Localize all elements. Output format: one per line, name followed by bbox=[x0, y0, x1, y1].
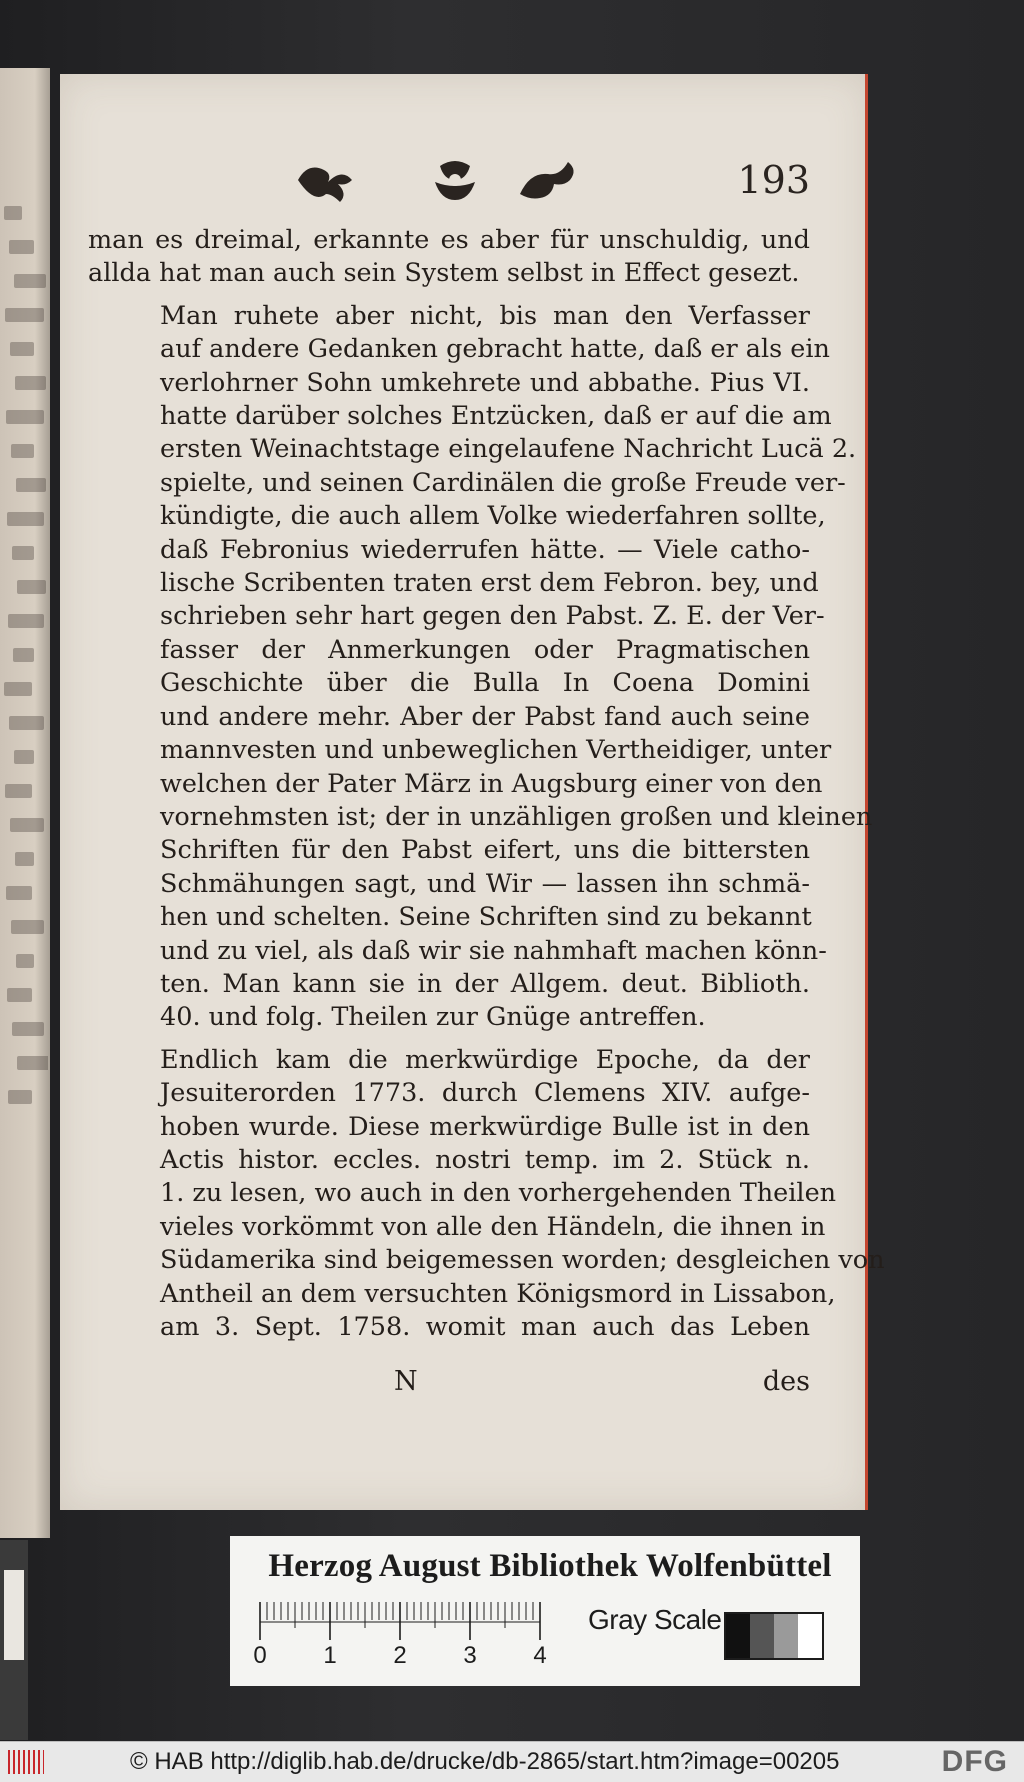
text-line: hen und schelten. Seine Schriften sind zu bekannt bbox=[160, 902, 812, 933]
bleed-through-glyph bbox=[4, 368, 48, 390]
bleed-through-glyph bbox=[4, 878, 48, 900]
text-line: verlohrner Sohn umkehrete und abbathe. Pius VI. bbox=[160, 367, 810, 398]
text-line: Antheil an dem versuchten Königsmord in Lissabon, bbox=[160, 1278, 836, 1309]
color-calibration-card bbox=[230, 1536, 860, 1686]
bleed-through-glyph bbox=[4, 436, 48, 458]
ruler-number: 0 bbox=[253, 1642, 267, 1669]
text-line: Endlich kam die merkwürdige Epoche, da der bbox=[160, 1044, 810, 1075]
bleed-through-glyph bbox=[4, 300, 48, 322]
ruler-number: 1 bbox=[323, 1642, 337, 1669]
text-line: allda hat man auch sein System selbst in Effect gesezt. bbox=[88, 258, 800, 289]
text-line: Schriften für den Pabst eifert, uns die bittersten bbox=[160, 835, 810, 866]
bleed-through-glyph bbox=[4, 742, 48, 764]
text-line: Man ruhete aber nicht, bis man den Verfasser bbox=[160, 300, 810, 331]
page-number: 193 bbox=[737, 158, 810, 202]
stripes-logo-icon bbox=[8, 1750, 44, 1774]
gray-swatch bbox=[750, 1614, 774, 1658]
text-line: daß Febronius wiederrufen hätte. — Viele catho- bbox=[160, 534, 810, 565]
text-line: welchen der Pater März in Augsburg einer von den bbox=[160, 768, 823, 799]
bleed-through-glyph bbox=[4, 810, 48, 832]
bleed-through-glyph bbox=[4, 572, 48, 594]
text-line: spielte, und seinen Cardinälen die große Freude ver- bbox=[160, 467, 846, 498]
text-line: lische Scribenten traten erst dem Febron. bey, und bbox=[160, 568, 819, 599]
text-line: ten. Man kann sie in der Allgem. deut. Biblioth. bbox=[160, 968, 810, 999]
adjacent-page-edge bbox=[0, 68, 50, 1538]
gray-swatch bbox=[774, 1614, 798, 1658]
bleed-through-glyph bbox=[4, 198, 48, 220]
gray-swatch bbox=[798, 1614, 822, 1658]
gray-swatch bbox=[726, 1614, 750, 1658]
bleed-through-glyph bbox=[4, 844, 48, 866]
paragraph bbox=[88, 1044, 885, 1345]
viewer-footer bbox=[0, 1741, 1024, 1782]
bleed-through-glyph bbox=[4, 402, 48, 424]
book-page bbox=[60, 74, 885, 1510]
bleed-through-glyph bbox=[4, 912, 48, 934]
text-line: und zu viel, als daß wir sie nahmhaft machen könn- bbox=[160, 935, 827, 966]
copyright-link[interactable]: © HAB http://diglib.hab.de/drucke/db-2865/start.htm?image=00205 bbox=[130, 1748, 840, 1775]
text-line: man es dreimal, erkannte es aber für unschuldig, und bbox=[88, 225, 810, 255]
bleed-through-glyph bbox=[4, 538, 48, 560]
text-line: ersten Weinachtstage eingelaufene Nachricht Lucä 2. bbox=[160, 434, 857, 465]
adjacent-page-shadow bbox=[0, 1540, 28, 1740]
paragraph bbox=[88, 224, 810, 291]
text-line: mannvesten und unbeweglichen Vertheidiger, unter bbox=[160, 735, 832, 766]
ruler-number: 3 bbox=[463, 1642, 477, 1669]
text-line: 1. zu lesen, wo auch in den vorhergehenden Theilen bbox=[160, 1178, 837, 1209]
text-line: auf andere Gedanken gebracht hatte, daß er als ein bbox=[160, 334, 830, 365]
bleed-through-glyph bbox=[4, 1082, 48, 1104]
text-line: kündigte, die auch allem Volke wiederfahren sollte, bbox=[160, 501, 826, 532]
catchword: des bbox=[762, 1366, 810, 1397]
ruler-number: 2 bbox=[393, 1642, 407, 1669]
page-header bbox=[60, 150, 868, 210]
bleed-through-glyph bbox=[4, 980, 48, 1002]
ruler-number: 4 bbox=[533, 1642, 547, 1669]
bleed-through-glyph bbox=[4, 776, 48, 798]
bleed-through-glyph bbox=[4, 232, 48, 254]
bleed-through-glyph bbox=[4, 470, 48, 492]
page-footer bbox=[88, 1366, 810, 1402]
text-line: Jesuiterorden 1773. durch Clemens XIV. aufge- bbox=[160, 1078, 810, 1109]
paragraph bbox=[88, 300, 873, 1035]
bleed-through-glyph bbox=[4, 1048, 48, 1070]
dfg-logo: DFG bbox=[941, 1745, 1008, 1778]
shelf-label bbox=[4, 1570, 24, 1660]
text-line: vieles vorkömmt von alle den Händeln, die ihnen in bbox=[160, 1211, 826, 1242]
bleed-through-glyph bbox=[4, 1014, 48, 1036]
library-title: Herzog August Bibliothek Wolfenbüttel bbox=[268, 1548, 832, 1584]
floral-ornament-icon bbox=[290, 150, 620, 210]
text-line: Südamerika sind beigemessen worden; desgleichen von bbox=[160, 1245, 885, 1276]
text-line: vornehmsten ist; der in unzähligen großen und kleinen bbox=[160, 801, 873, 832]
text-line: Geschichte über die Bulla In Coena Domini bbox=[160, 668, 810, 699]
text-line: Actis histor. eccles. nostri temp. im 2. Stück n. bbox=[160, 1144, 810, 1175]
bleed-through-glyph bbox=[4, 946, 48, 968]
ruler bbox=[250, 1598, 590, 1670]
text-line: hoben wurde. Diese merkwürdige Bulle ist in den bbox=[160, 1111, 810, 1142]
text-line: und andere mehr. Aber der Pabst fand auch seine bbox=[160, 701, 810, 732]
gray-scale-label: Gray Scale bbox=[588, 1604, 722, 1635]
text-line: fasser der Anmerkungen oder Pragmatischen bbox=[160, 634, 810, 665]
bleed-through-glyph bbox=[4, 266, 48, 288]
text-line: 40. und folg. Theilen zur Gnüge antreffen. bbox=[160, 1002, 706, 1033]
text-line: hatte darüber solches Entzücken, daß er auf die am bbox=[160, 401, 832, 432]
text-line: Schmähungen sagt, und Wir — lassen ihn schmä- bbox=[160, 868, 810, 899]
bleed-through-glyph bbox=[4, 606, 48, 628]
text-line: schrieben sehr hart gegen den Pabst. Z. E. der Ver- bbox=[160, 601, 825, 632]
text-line: am 3. Sept. 1758. womit man auch das Leben bbox=[160, 1312, 810, 1342]
body-text bbox=[88, 224, 885, 1344]
bleed-through-glyph bbox=[4, 504, 48, 526]
gray-scale-swatches bbox=[724, 1612, 824, 1660]
signature-mark: N bbox=[394, 1366, 418, 1397]
bleed-through-glyph bbox=[4, 708, 48, 730]
bleed-through-glyph bbox=[4, 640, 48, 662]
ruler-ticks bbox=[250, 1598, 550, 1642]
bleed-through-glyph bbox=[4, 334, 48, 356]
bleed-through-glyph bbox=[4, 674, 48, 696]
